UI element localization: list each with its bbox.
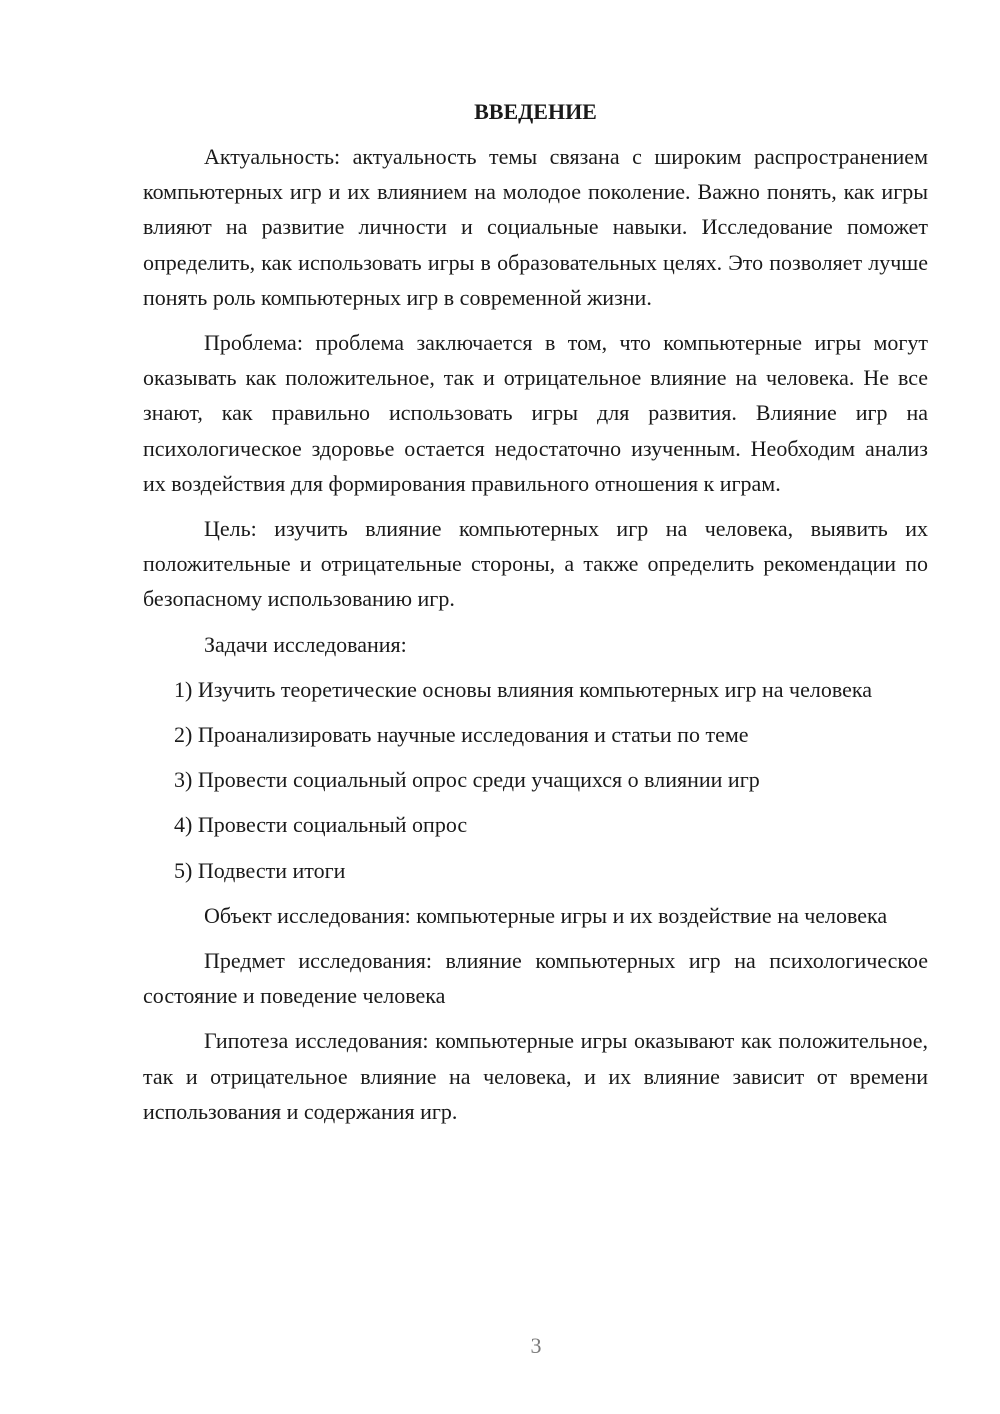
paragraph-tasks-heading: Задачи исследования: (204, 631, 407, 657)
task-item-4: 4) Провести социальный опрос (174, 812, 468, 838)
task-item-1: 1) Изучить теоретические основы влияния компьютерных игр на человека (174, 676, 872, 702)
paragraph-relevance: Актуальность: актуальность темы связана с широким распространением компьютерных игр и их влиянием на молодое поколение. Важно понять, как игры влияют на развитие личности и социальные навыки. Исследование поможет определить, как использовать игры в образовательных целях. Это позволяет лучше понять роль компьютерных игр в современной жизни. (143, 144, 928, 310)
task-item-5: 5) Подвести итоги (174, 857, 346, 883)
paragraph-goal: Цель: изучить влияние компьютерных игр на человека, выявить их положительные и отрицательные стороны, а также определить рекомендации по безопасному использованию игр. (143, 516, 928, 612)
section-title: ВВЕДЕНИЕ (474, 99, 597, 124)
document-body (143, 94, 928, 1139)
paragraph-hypothesis: Гипотеза исследования: компьютерные игры оказывают как положительное, так и отрицательное влияние на человека, и их влияние зависит от времени использования и содержания игр. (143, 1028, 928, 1124)
paragraph-subject: Предмет исследования: влияние компьютерных игр на психологическое состояние и поведение человека (143, 948, 928, 1009)
paragraph-object: Объект исследования: компьютерные игры и их воздействие на человека (204, 902, 888, 928)
task-item-2: 2) Проанализировать научные исследования и статьи по теме (174, 722, 749, 748)
paragraph-problem: Проблема: проблема заключается в том, что компьютерные игры могут оказывать как положительное, так и отрицательное влияние на человека. Не все знают, как правильно использовать игры для развития. Влияние игр на психологическое здоровье остается недостаточно изученным. Необходим анализ их воздействия для формирования правильного отношения к играм. (143, 330, 928, 496)
page-number: 3 (530, 1333, 542, 1358)
task-item-3: 3) Провести социальный опрос среди учащихся о влиянии игр (174, 767, 760, 793)
